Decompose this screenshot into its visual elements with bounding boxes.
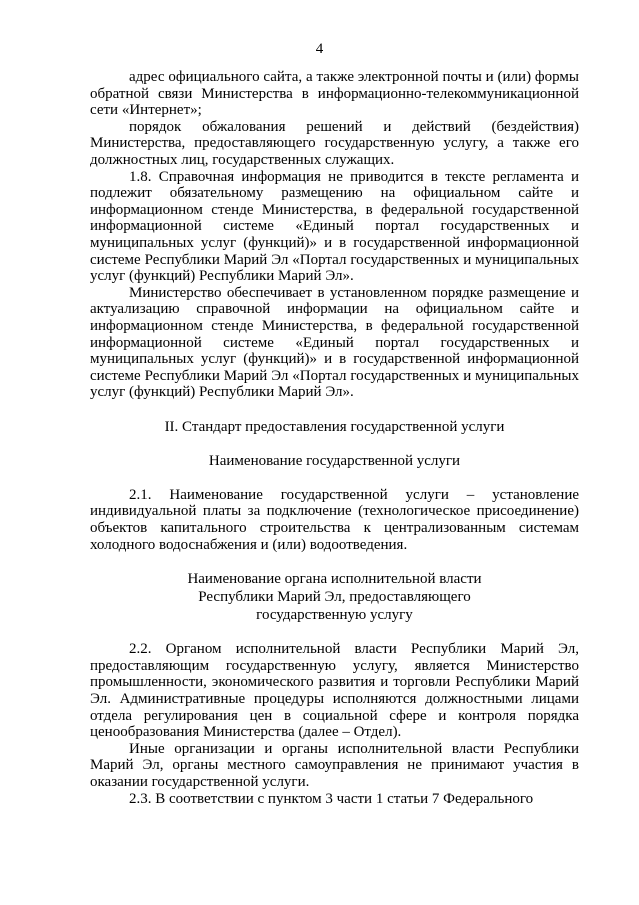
subheading-authority-line-2: Республики Марий Эл, предоставляющего — [198, 589, 471, 606]
paragraph-appeal-procedure: порядок обжалования решений и действий (бездействия) Министерства, предоставляющего государственную услугу, а также его должностных лиц, государственных служащих. — [90, 118, 579, 168]
paragraph-2-1: 2.1. Наименование государственной услуги – установление индивидуальной платы за подключение (технологическое присоединение) объектов капитального строительства к централизованным системам холодного водоснабжения и (или) водоотведения. — [90, 486, 579, 553]
paragraph-other-organizations: Иные организации и органы исполнительной власти Республики Марий Эл, органы местного самоуправления не принимают участия в оказании государственной услуги. — [90, 740, 579, 790]
section-heading-standard: II. Стандарт предоставления государственной услуги — [164, 418, 505, 435]
paragraph-1-8: 1.8. Справочная информация не приводится в тексте регламента и подлежит обязательному размещению на официальном сайте и информационном стенде Министерства, в федеральной государственной информационной системе «Единый портал государственных и муниципальных услуг (функций)» и в государственной информационной системе Республики Марий Эл «Портал государственных и муниципальных услуг (функций) Республики Марий Эл». — [90, 168, 579, 285]
subheading-service-name: Наименование государственной услуги — [208, 452, 461, 469]
paragraph-contacts: адрес официального сайта, а также электронной почты и (или) формы обратной связи Министерства в информационно-телекоммуникационной сети «Интернет»; — [90, 69, 579, 119]
paragraph-ministry-publishing: Министерство обеспечивает в установленном порядке размещение и актуализацию справочной информации на официальном сайте и информационном стенде Министерства, в федеральной государственной информационной системе «Единый портал государственных и муниципальных услуг (функций)» и в государственной информационной системе Республики Марий Эл «Портал государственных и муниципальных услуг (функций) Республики Марий Эл». — [90, 284, 579, 401]
subheading-authority-line-3: государственную услугу — [256, 607, 413, 624]
subheading-authority-line-1: Наименование органа исполнительной власти — [187, 571, 482, 588]
document-body — [90, 69, 579, 807]
paragraph-2-2: 2.2. Органом исполнительной власти Республики Марий Эл, предоставляющим государственную услугу, является Министерство промышленности, экономического развития и торговли Республики Марий Эл. Административные процедуры исполняются должностными лицами отдела регулирования цен в социальной сфере и контроля порядка ценообразования Министерства (далее – Отдел). — [90, 641, 579, 741]
page-number: 4 — [315, 41, 324, 57]
paragraph-2-3: 2.3. В соответствии с пунктом 3 части 1 статьи 7 Федерального — [129, 790, 534, 807]
